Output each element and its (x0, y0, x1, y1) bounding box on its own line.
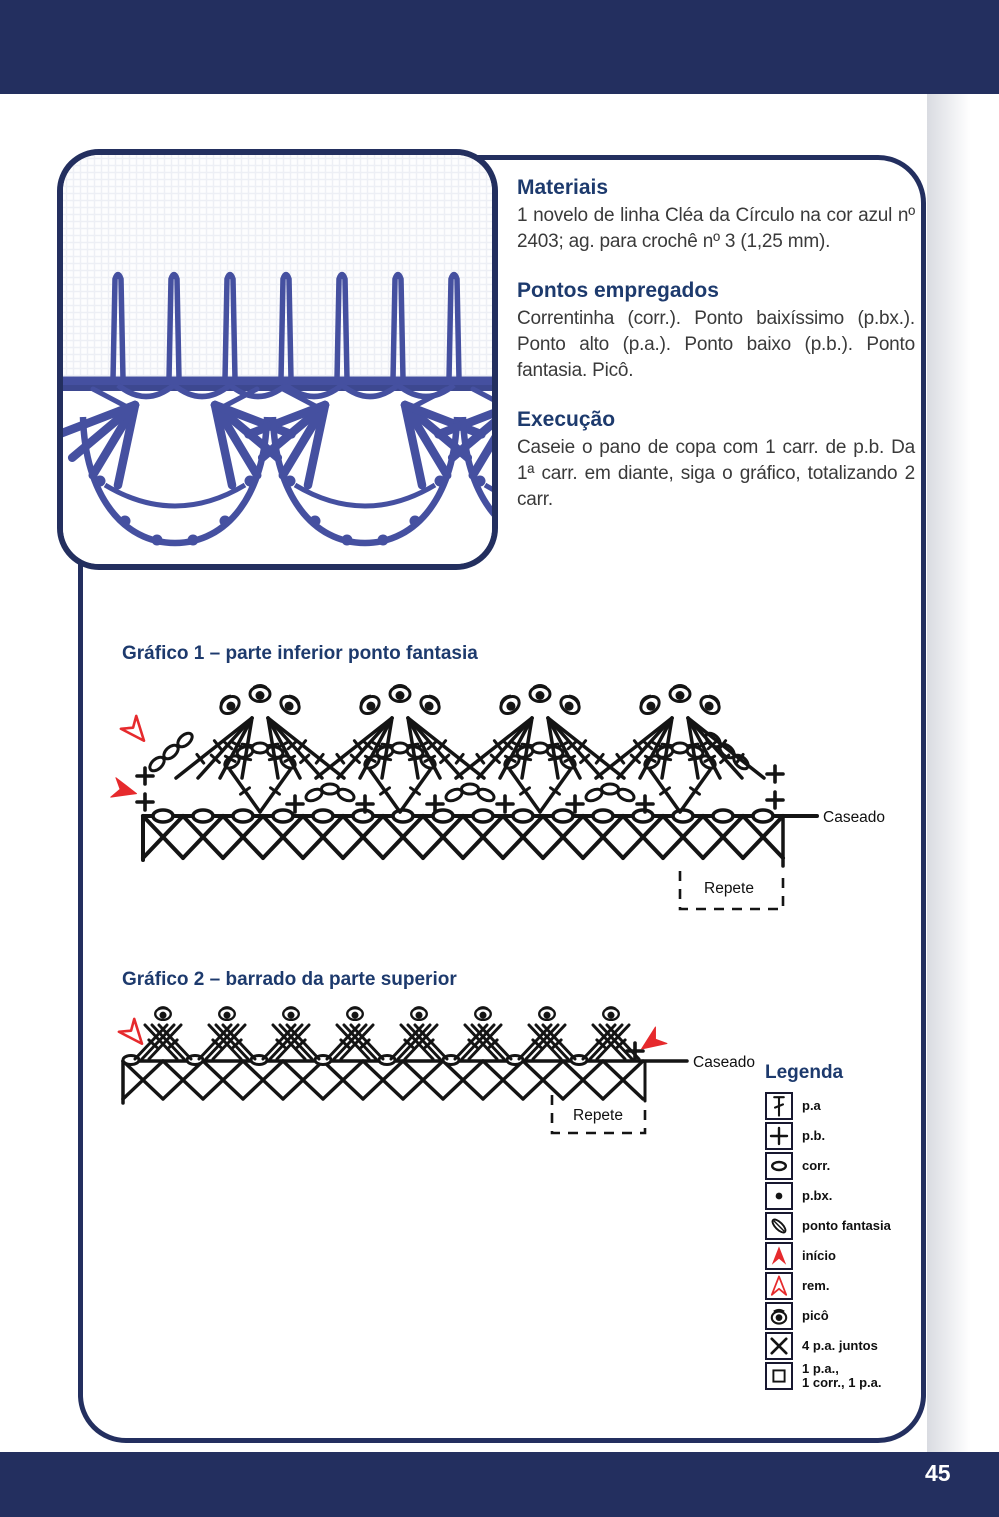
legend-row-pa: p.a (765, 1092, 925, 1120)
legend-row-pb: p.b. (765, 1122, 925, 1150)
chart1-caseado-label: Caseado (823, 809, 886, 826)
legend-title: Legenda (765, 1062, 844, 1083)
legend-row-4pa-juntos: 4 p.a. juntos (765, 1332, 925, 1360)
chart1-repete-label: Repete (704, 880, 754, 897)
legend-row-rem: rem. (765, 1272, 925, 1300)
chart1-diagram (115, 678, 895, 923)
pbx-icon (767, 1184, 791, 1208)
um-pa-corr-pa-icon (767, 1364, 791, 1388)
crochet-photo (57, 149, 498, 570)
ponto-fantasia-icon (767, 1214, 791, 1238)
crochet-photo-illustration (63, 155, 492, 564)
chart1-title: Gráfico 1 – parte inferior ponto fantasia (122, 643, 478, 664)
pico-icon (767, 1304, 791, 1328)
materials-heading: Materiais (517, 176, 609, 199)
legend-row-pico: picô (765, 1302, 925, 1330)
pb-icon (767, 1124, 791, 1148)
quatro-pa-juntos-icon (767, 1334, 791, 1358)
instructions-column (517, 176, 915, 537)
top-border-band (0, 0, 999, 94)
legend-row-ponto-fantasia: ponto fantasia (765, 1212, 925, 1240)
chart2-caseado-label: Caseado (693, 1054, 756, 1071)
bottom-border-band (0, 1452, 999, 1517)
fabric (63, 155, 492, 383)
rem-icon (767, 1274, 791, 1298)
materials-text: 1 novelo de linha Cléa da Círculo na cor azul nº 2403; ag. para crochê nº 3 (1,25 mm). (517, 205, 915, 252)
chart2-diagram (105, 1003, 785, 1148)
chart1-symbols (111, 685, 817, 866)
execution-text: Caseie o pano de copa com 1 carr. de p.b. Da 1ª carr. em diante, siga o gráfico, totalizando 2 carr. (517, 437, 915, 510)
inicio-icon (767, 1244, 791, 1268)
legend-row-pbx: p.bx. (765, 1182, 925, 1210)
legend-row-inicio: início (765, 1242, 925, 1270)
stitches-heading: Pontos empregados (517, 279, 719, 302)
corr-icon (767, 1154, 791, 1178)
chart2-repete-label: Repete (573, 1107, 623, 1124)
stitches-text: Correntinha (corr.). Ponto baixíssimo (p.bx.). Ponto alto (p.a.). Ponto baixo (p.b.). Ponto fantasia. Picô. (517, 308, 915, 381)
chart2-symbols (119, 1007, 687, 1103)
legend-row-corr: corr. (765, 1152, 925, 1180)
page-edge-shadow (927, 94, 999, 1452)
chart2-title: Gráfico 2 – barrado da parte superior (122, 969, 457, 990)
page-number: 45 (925, 1460, 951, 1486)
legend-row-1pa-1corr-1pa: 1 p.a., 1 corr., 1 p.a. (765, 1362, 925, 1390)
legend (765, 1062, 925, 1392)
execution-heading: Execução (517, 408, 616, 431)
pa-icon (767, 1094, 791, 1118)
